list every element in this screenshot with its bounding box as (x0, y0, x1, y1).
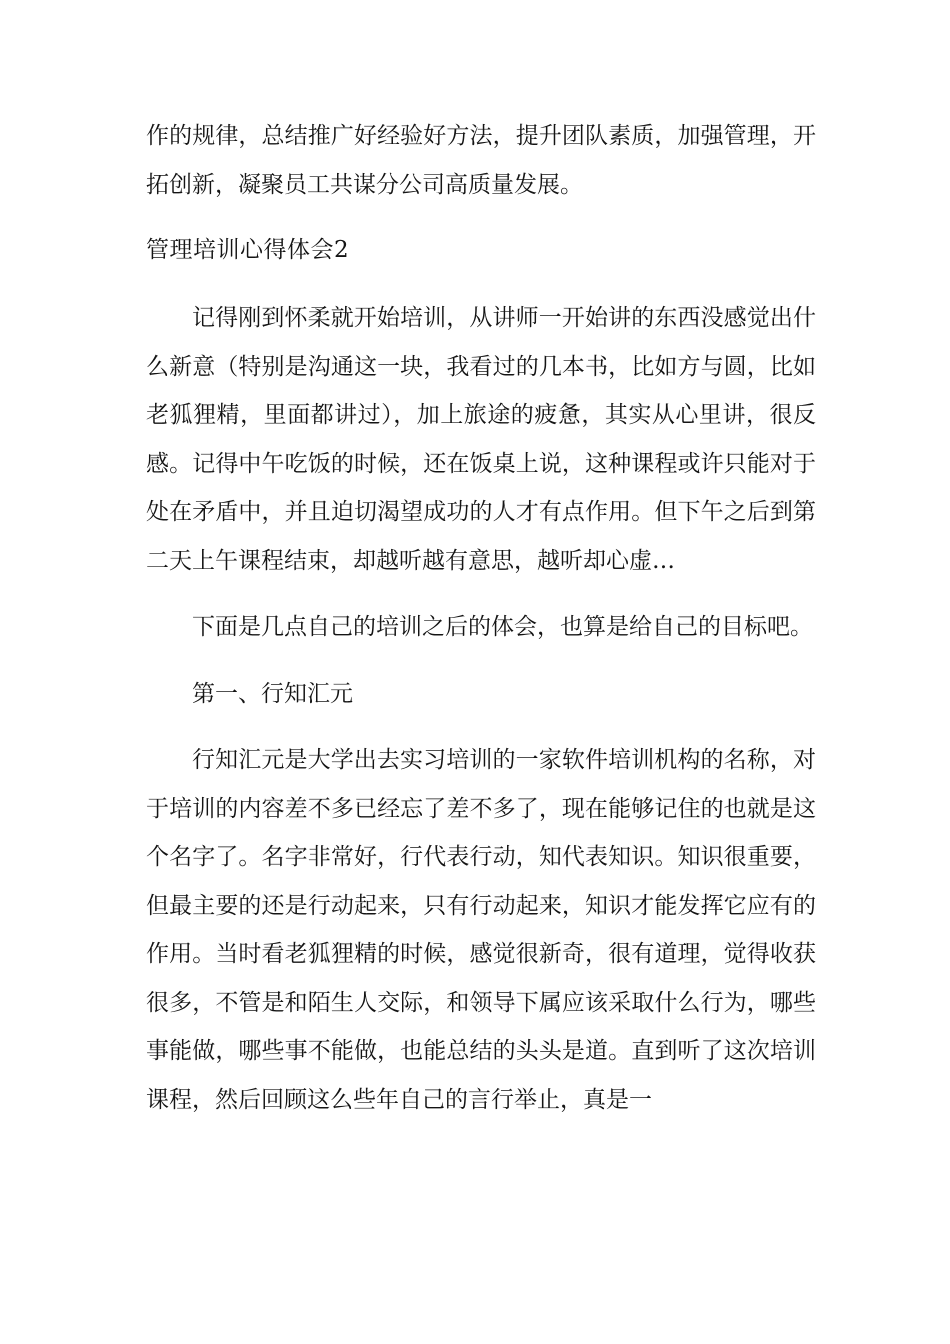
section-heading: 管理培训心得体会2 (146, 237, 350, 263)
paragraph-summary: 下面是几点自己的培训之后的体会，也算是给自己的目标吧。 (192, 614, 813, 640)
document-body (146, 112, 816, 1124)
paragraph-first-point: 行知汇元是大学出去实习培训的一家软件培训机构的名称，对于培训的内容差不多已经忘了差不多了，现在能够记住的也就是这个名字了。名字非常好，行代表行动，知代表知识。知识很重要，但最主要的还是行动起来，只有行动起来，知识才能发挥它应有的作用。当时看老狐狸精的时候，感觉很新奇，很有道理，觉得收获很多，不管是和陌生人交际，和领导下属应该采取什么行为，哪些事能做，哪些事不能做，也能总结的头头是道。直到听了这次培训课程，然后回顾这么些年自己的言行举止，真是一 (146, 747, 816, 1113)
paragraph-continuation: 作的规律，总结推广好经验好方法，提升团队素质，加强管理，开拓创新，凝聚员工共谋分公司高质量发展。 (146, 123, 816, 198)
paragraph-intro: 记得刚到怀柔就开始培训，从讲师一开始讲的东西没感觉出什么新意（特别是沟通这一块，我看过的几本书，比如方与圆，比如老狐狸精，里面都讲过），加上旅途的疲惫，其实从心里讲，很反感。记得中午吃饭的时候，还在饭桌上说，这种课程或许只能对于处在矛盾中，并且迫切渴望成功的人才有点作用。但下午之后到第二天上午课程结束，却越听越有意思，越听却心虚… (146, 305, 816, 574)
subheading-first: 第一、行知汇元 (192, 680, 353, 707)
